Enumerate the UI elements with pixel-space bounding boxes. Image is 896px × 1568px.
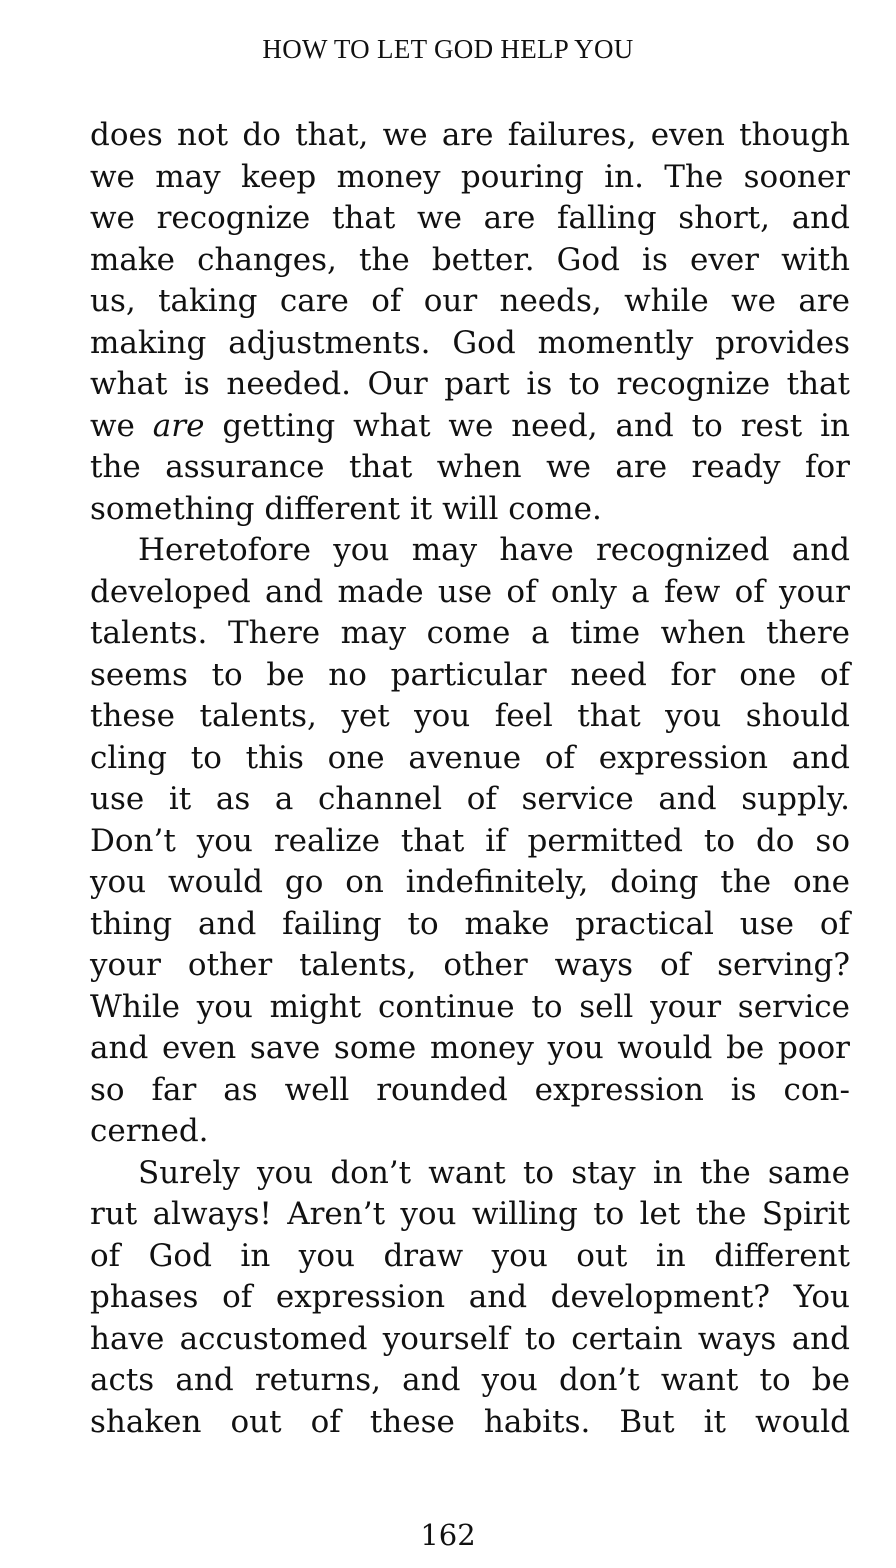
text-line: the assurance that when we are ready for xyxy=(90,449,850,485)
running-head: HOW TO LET GOD HELP YOU xyxy=(262,34,634,64)
text-line: these talents, yet you feel that you should xyxy=(90,698,850,734)
text-line: rut always! Aren’t you willing to let the Spirit xyxy=(90,1196,850,1232)
text-line: and even save some money you would be poor xyxy=(90,1030,850,1066)
text-line: us, taking care of our needs, while we are xyxy=(90,283,850,319)
text-line: what is needed. Our part is to recognize that xyxy=(90,366,850,402)
text-line: phases of expression and development? You xyxy=(90,1279,850,1315)
text-line: Surely you don’t want to stay in the same xyxy=(138,1154,850,1191)
text-line: something different it will come. xyxy=(90,490,602,527)
text-line xyxy=(90,406,850,448)
text-line: so far as well rounded expression is con- xyxy=(90,1071,850,1108)
text-segment: we xyxy=(90,407,153,444)
text-line: does not do that, we are failures, even though xyxy=(90,117,850,153)
text-line: make changes, the better. God is ever with xyxy=(90,241,850,278)
emphasis-word: are xyxy=(152,407,205,444)
page-number: 162 xyxy=(420,1518,476,1552)
text-line: developed and made use of only a few of your xyxy=(90,573,850,610)
body-text xyxy=(90,115,850,1443)
text-line: making adjustments. God momently provides xyxy=(90,324,850,361)
text-line: Heretofore you may have recognized and xyxy=(138,532,850,568)
text-line: we may keep money pouring in. The sooner xyxy=(90,158,850,195)
text-line: have accustomed yourself to certain ways and xyxy=(90,1320,850,1357)
text-line: Don’t you realize that if permitted to do so xyxy=(90,822,850,859)
text-line: shaken out of these habits. But it would xyxy=(90,1403,850,1440)
text-line: cling to this one avenue of expression and xyxy=(90,739,850,776)
text-line: While you might continue to sell your service xyxy=(90,988,850,1025)
text-line: thing and failing to make practical use of xyxy=(90,905,850,942)
text-line: you would go on indefinitely, doing the one xyxy=(90,864,850,900)
text-line: we recognize that we are falling short, and xyxy=(90,200,850,236)
text-line: talents. There may come a time when there xyxy=(90,615,850,651)
text-line: of God in you draw you out in different xyxy=(90,1237,850,1274)
text-line: use it as a channel of service and supply. xyxy=(90,781,850,817)
text-line: your other talents, other ways of serving? xyxy=(90,947,850,983)
text-line: acts and returns, and you don’t want to be xyxy=(90,1362,850,1398)
text-line: seems to be no particular need for one of xyxy=(90,656,850,693)
text-line: cerned. xyxy=(90,1113,209,1149)
text-segment: getting what we need, and to rest in xyxy=(204,407,851,444)
